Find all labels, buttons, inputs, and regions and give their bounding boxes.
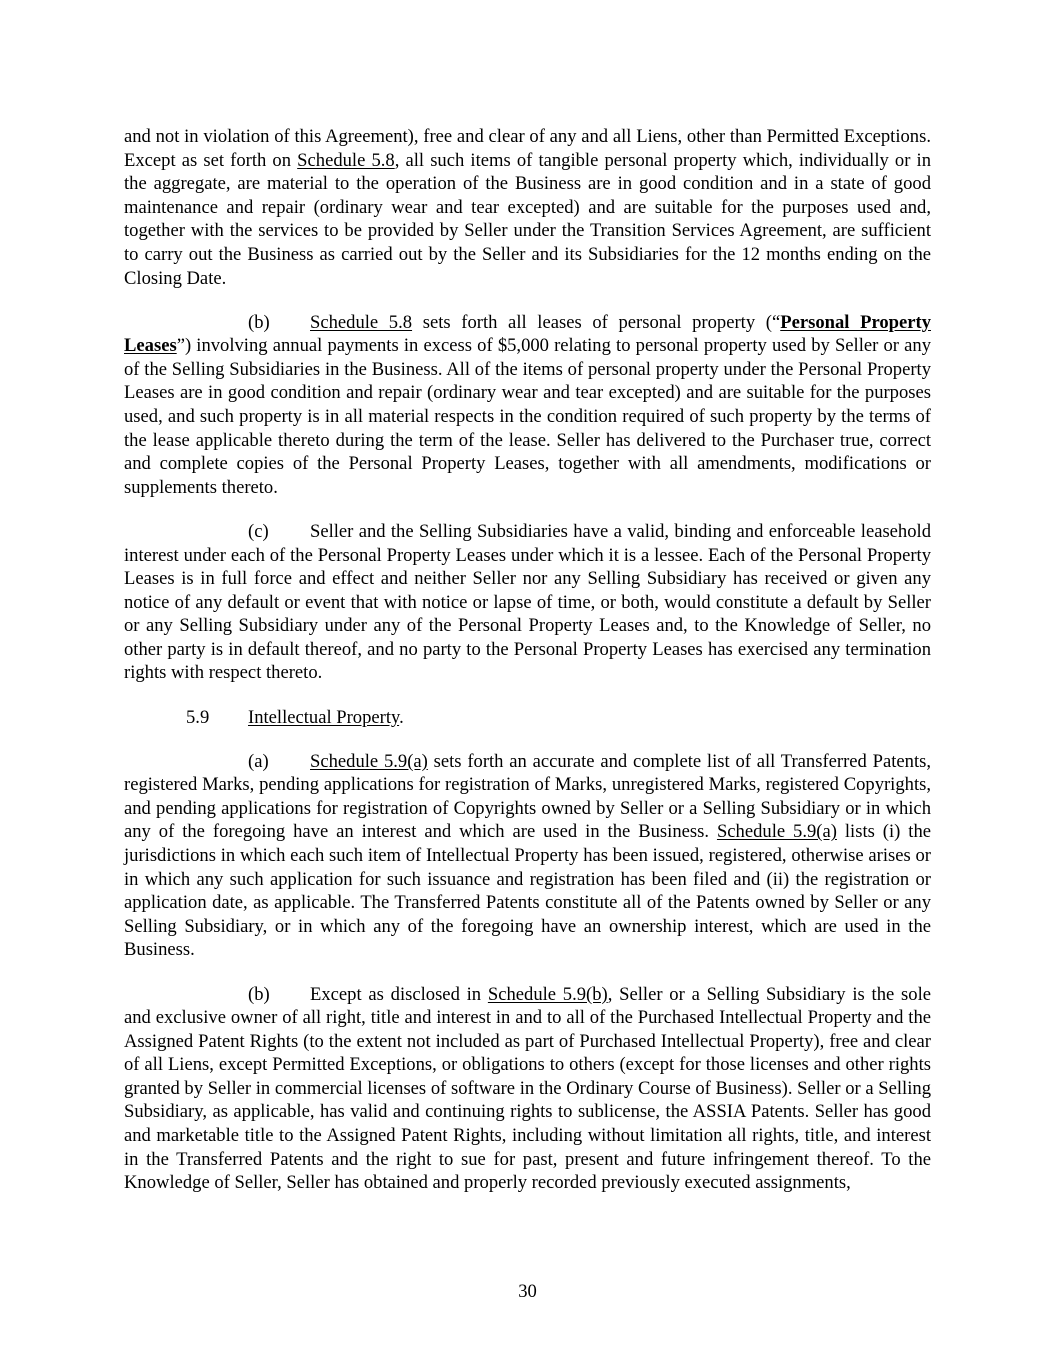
paragraph-text: , all such items of tangible personal property which, individually or in the aggregate, are material to the operation of the Business are in good condition and in a state of good maintenance and repair (ordinary wear and tear excepted) and are suitable for the purposes used and, together with the services to be provided by Seller under the Transition Services Agreement, are sufficient to carry out the Business as carried out by the Seller and its Subsidiaries for the 12 months ending on the Closing Date. [124,149,932,289]
paragraph-text: Seller and the Selling Subsidiaries have a valid, binding and enforceable leasehold interest under each of the Personal Property Leases under which it is a lessee. Each of the Personal Property Leases is in full force and effect and neither Seller nor any Selling Subsidiary has received or given any notice of any default or event that with notice or lapse of time, or both, would constitute a default by Seller or any Selling Subsidiary under any of the Personal Property Leases and, to the Knowledge of Seller, no other party is in default thereof, and no party to the Personal Property Leases has exercised any termination rights with respect thereto. [124,520,931,684]
paragraph-text: and not in violation of this Agreement), free and clear of any and all Liens, other than Permitted Exceptions. Except as set forth on [124,126,931,171]
paragraph-5-9-a [124,750,931,962]
page-number: 30 [518,1281,537,1302]
schedule-reference: Schedule 5.8 [297,149,395,171]
paragraph-text: sets forth an accurate and complete list of all Transferred Patents, registered Marks, pending applications for registration of Marks, unregistered Marks, registered Copyrights, and pending applications for registration of Copyrights owned by Seller or a Selling Subsidiary or in which any of the foregoing have an interest and which are used in the Business. [124,750,931,843]
paragraph-5-8-c [124,520,931,685]
paragraph-text: lists (i) the jurisdictions in which each such item of Intellectual Property has been issued, registered, otherwise arises or in which any such application for such issuance and registration has been filed and (ii) the registration or application date, as applicable. The Transferred Patents constitute all of the Patents owned by Seller or any Selling Subsidiary, or in which any of the foregoing have an ownership interest, which are used in the Business. [124,821,932,961]
paragraph-text: sets forth all leases of personal property (“ [412,311,781,333]
paragraph-5-9-b [124,983,931,1195]
section-title: Intellectual Property [248,706,400,728]
paragraph-continuation [124,125,931,290]
body-text [124,125,931,1215]
paragraph-text: ”) involving annual payments in excess of $5,000 relating to personal property used by Seller or any of the Selling Subsidiaries in the Business. All of the items of personal property under the Personal Property Leases are in good condition and repair (ordinary wear and tear excepted) and are suitable for the purposes used, and such property is in all material respects in the condition required of such property by the terms of the lease applicable thereto during the term of the lease. Seller has delivered to the Purchaser true, correct and complete copies of the Personal Property Leases, together with all amendments, modifications or supplements thereto. [124,335,931,498]
subsection-label: (b) [248,983,270,1005]
subsection-label: (c) [248,520,269,542]
schedule-reference: Schedule 5.9(a) [716,821,837,843]
subsection-label: (a) [248,750,269,772]
schedule-reference: Schedule 5.8 [310,311,413,333]
schedule-reference: Schedule 5.9(a) [310,750,428,772]
section-number: 5.9 [186,706,210,728]
paragraph-text: Except as disclosed in [310,983,488,1005]
schedule-reference: Schedule 5.9(b) [487,983,608,1005]
paragraph-5-8-b [124,311,931,500]
section-heading [124,706,931,730]
defined-term: Personal Property Leases [124,311,931,357]
paragraph-text: , Seller or a Selling Subsidiary is the sole and exclusive owner of all right, title and interest in and to all of the Purchased Intellectual Property and the Assigned Patent Rights (to the extent not included as part of Purchased Intellectual Property), free and clear of all Liens, except Permitted Exceptions, or obligations to others (except for those licenses and other rights granted by Seller in commercial licenses of software in the Ordinary Course of Business). Seller or a Selling Subsidiary, as applicable, has valid and continuing rights to sublicense, the ASSIA Patents. Seller has good and marketable title to the Assigned Patent Rights, including without limitation all rights, title, and interest in the Transferred Patents and the right to sue for past, present and future infringement thereof. To the Knowledge of Seller, Seller has obtained and properly recorded previously executed assignments, [124,983,931,1194]
section-title-period: . [399,706,404,728]
subsection-label: (b) [248,311,270,333]
